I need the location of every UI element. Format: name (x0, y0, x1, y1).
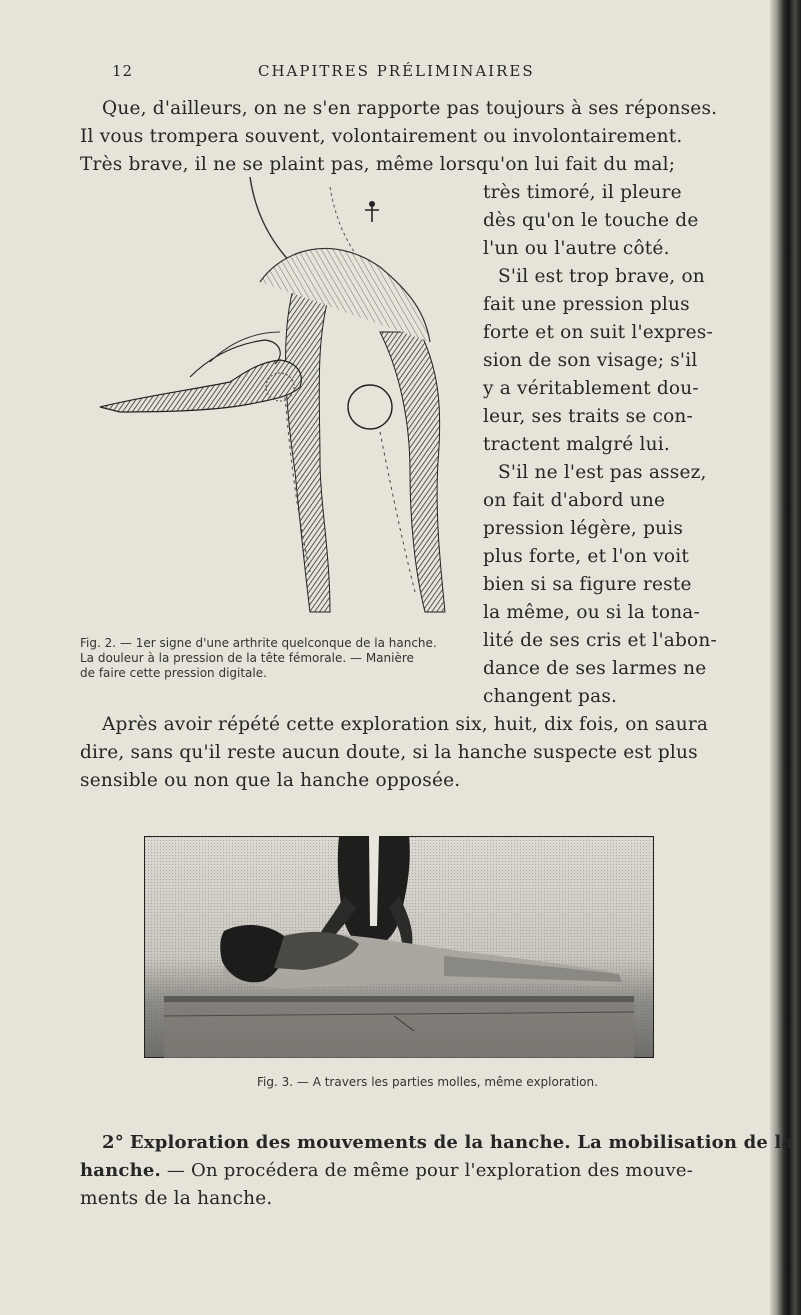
paragraph1-line: bien si sa figure reste (483, 574, 692, 595)
paragraph1-line: Il vous trompera souvent, volontairement ou involontairement. (80, 126, 683, 147)
paragraph1-line: lité de ses cris et l'abon- (483, 630, 717, 651)
figure2-caption-line: de faire cette pression digitale. (80, 666, 267, 680)
paragraph1-line: changent pas. (483, 686, 618, 707)
section-title-part2: hanche. (80, 1160, 162, 1181)
section-heading-line1 (102, 1132, 793, 1153)
paragraph1-line: forte et on suit l'expres- (483, 322, 713, 343)
paragraph1-line: très timoré, il pleure (483, 182, 682, 203)
paragraph1-line: Très brave, il ne se plaint pas, même lorsqu'on lui fait du mal; (80, 154, 676, 175)
figure3-caption: Fig. 3. — A travers les parties molles, même exploration. (257, 1075, 598, 1089)
paragraph1-line: la même, ou si la tona- (483, 602, 700, 623)
figure2-caption-line: Fig. 2. — 1er signe d'une arthrite quelconque de la hanche. (80, 636, 437, 650)
section-body-part1: — On procédera de même pour l'exploration des mouve- (161, 1160, 694, 1181)
section-title-part1: Exploration des mouvements de la hanche. La mobilisation de la (129, 1132, 794, 1153)
paragraph1-line: S'il ne l'est pas assez, (498, 462, 707, 483)
paragraph1-line: tractent malgré lui. (483, 434, 670, 455)
paragraph1-line: sion de son visage; s'il (483, 350, 698, 371)
paragraph1-line: l'un ou l'autre côté. (483, 238, 670, 259)
paragraph1-line: S'il est trop brave, on (498, 266, 705, 287)
paragraph1-line: leur, ses traits se con- (483, 406, 693, 427)
figure2-caption-line: La douleur à la pression de la tête fémorale. — Manière (80, 651, 414, 665)
figure2-hip-illustration (80, 172, 480, 622)
running-title: CHAPITRES PRÉLIMINAIRES (258, 62, 535, 80)
paragraph1-line: pression légère, puis (483, 518, 684, 539)
paragraph2-line: dire, sans qu'il reste aucun doute, si la hanche suspecte est plus (80, 742, 698, 763)
figure3-photograph (144, 836, 654, 1058)
paragraph1-line: fait une pression plus (483, 294, 690, 315)
book-spine-edge (770, 0, 801, 1315)
paragraph1-line: dès qu'on le touche de (483, 210, 699, 231)
paragraph1-line: on fait d'abord une (483, 490, 666, 511)
section-number: 2° (102, 1132, 124, 1153)
page-number: 12 (112, 62, 134, 80)
paragraph1-line: y a véritablement dou- (483, 378, 699, 399)
paragraph1-line: dance de ses larmes ne (483, 658, 707, 679)
paragraph1-line: Que, d'ailleurs, on ne s'en rapporte pas toujours à ses réponses. (102, 98, 718, 119)
section-heading-line2 (80, 1160, 693, 1181)
paragraph1-line: plus forte, et l'on voit (483, 546, 689, 567)
paragraph2-line: Après avoir répété cette exploration six, huit, dix fois, on saura (102, 714, 709, 735)
paragraph2-line: sensible ou non que la hanche opposée. (80, 770, 461, 791)
section-body-line2: ments de la hanche. (80, 1188, 273, 1209)
